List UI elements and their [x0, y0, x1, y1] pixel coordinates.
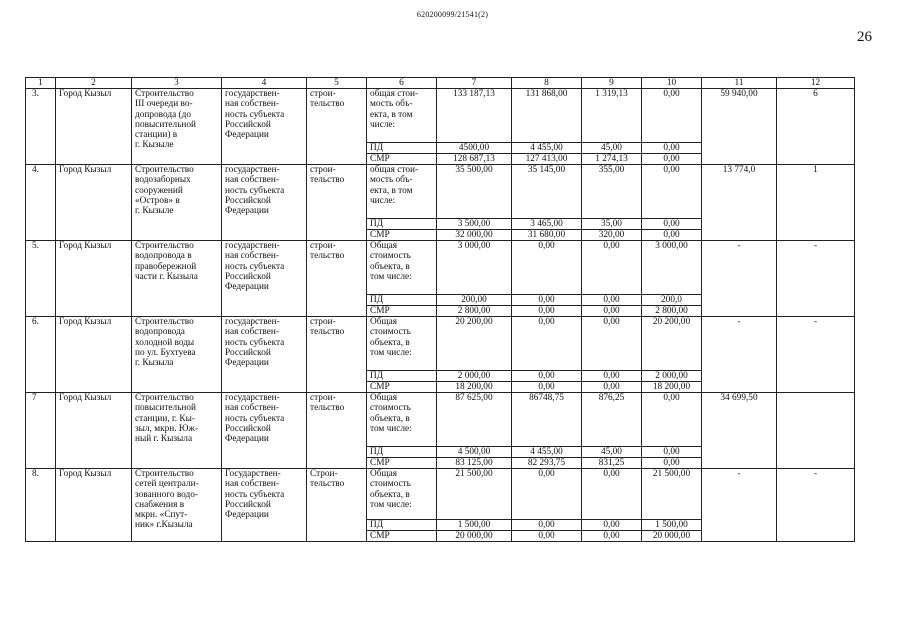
- pd-value: 0,00: [642, 143, 702, 154]
- col11-value: -: [702, 469, 777, 542]
- total-cost-value: 86748,75: [512, 393, 582, 447]
- table-row: [26, 165, 855, 219]
- total-cost-value: 0,00: [582, 241, 642, 295]
- total-cost-value: 20 200,00: [642, 317, 702, 371]
- col-header: 9: [582, 78, 642, 89]
- total-cost-value: 35 500,00: [437, 165, 512, 219]
- smr-label: СМР: [367, 154, 437, 165]
- city-cell: Город Кызыл: [56, 241, 132, 317]
- table-row: [26, 393, 855, 447]
- pd-value: 200,0: [642, 295, 702, 306]
- total-cost-value: 131 868,00: [512, 89, 582, 143]
- smr-value: 0,00: [512, 306, 582, 317]
- work-type-cell: строи- тельство: [307, 317, 367, 393]
- pd-value: 0,00: [642, 219, 702, 230]
- total-cost-value: 20 200,00: [437, 317, 512, 371]
- object-name-cell: Строительство водозаборных сооружений «Остров» в г. Кызыле: [132, 165, 222, 241]
- pd-label: ПД: [367, 219, 437, 230]
- col-header: 6: [367, 78, 437, 89]
- pd-label: ПД: [367, 371, 437, 382]
- smr-value: 2 800,00: [642, 306, 702, 317]
- table-row: [26, 241, 855, 295]
- object-name-cell: Строительство повысительной станции, г. Кы- зыл, мкрн. Юж- ный г. Кызыла: [132, 393, 222, 469]
- smr-label: СМР: [367, 306, 437, 317]
- total-cost-value: 0,00: [642, 393, 702, 447]
- total-cost-value: 35 145,00: [512, 165, 582, 219]
- col12-value: 1: [777, 165, 855, 241]
- smr-value: 320,00: [582, 230, 642, 241]
- smr-label: СМР: [367, 531, 437, 542]
- pd-value: 0,00: [512, 295, 582, 306]
- smr-label: СМР: [367, 382, 437, 393]
- total-cost-value: 3 000,00: [642, 241, 702, 295]
- pd-label: ПД: [367, 520, 437, 531]
- ownership-cell: государствен- ная собствен- ность субъекта Российской Федерации: [222, 393, 307, 469]
- col-header: 1: [26, 78, 56, 89]
- total-cost-value: 3 000,00: [437, 241, 512, 295]
- col12-value: 6: [777, 89, 855, 165]
- row-number: 3.: [26, 89, 56, 165]
- total-cost-label: Общая стоимость объекта, в том числе:: [367, 469, 437, 520]
- smr-value: 18 200,00: [437, 382, 512, 393]
- col-header: 3: [132, 78, 222, 89]
- pd-value: 0,00: [582, 371, 642, 382]
- work-type-cell: строи- тельство: [307, 393, 367, 469]
- total-cost-value: 1 319,13: [582, 89, 642, 143]
- city-cell: Город Кызыл: [56, 89, 132, 165]
- table-row: [26, 89, 855, 143]
- col12-value: -: [777, 241, 855, 317]
- total-cost-value: 0,00: [642, 165, 702, 219]
- pd-value: 3 465,00: [512, 219, 582, 230]
- total-cost-value: 21 500,00: [642, 469, 702, 520]
- smr-value: 20 000,00: [642, 531, 702, 542]
- col12-value: -: [777, 317, 855, 393]
- col-header: 2: [56, 78, 132, 89]
- ownership-cell: Государствен- ная собствен- ность субъекта Российской Федерации: [222, 469, 307, 542]
- pd-value: 3 500,00: [437, 219, 512, 230]
- total-cost-value: 0,00: [582, 469, 642, 520]
- smr-value: 128 687,13: [437, 154, 512, 165]
- work-type-cell: строи- тельство: [307, 89, 367, 165]
- col11-value: 13 774,0: [702, 165, 777, 241]
- pd-label: ПД: [367, 447, 437, 458]
- total-cost-value: 87 625,00: [437, 393, 512, 447]
- pd-value: 0,00: [512, 371, 582, 382]
- pd-value: 2 000,00: [437, 371, 512, 382]
- smr-value: 127 413,00: [512, 154, 582, 165]
- total-cost-label: Общая стоимость объекта, в том числе:: [367, 241, 437, 295]
- row-number: 7: [26, 393, 56, 469]
- smr-value: 0,00: [642, 458, 702, 469]
- row-number: 5.: [26, 241, 56, 317]
- total-cost-value: 355,00: [582, 165, 642, 219]
- row-number: 6.: [26, 317, 56, 393]
- pd-value: 0,00: [512, 520, 582, 531]
- total-cost-value: 0,00: [512, 469, 582, 520]
- row-number: 8.: [26, 469, 56, 542]
- pd-value: 2 000,00: [642, 371, 702, 382]
- smr-value: 831,25: [582, 458, 642, 469]
- investment-table: [25, 77, 855, 542]
- city-cell: Город Кызыл: [56, 393, 132, 469]
- pd-label: ПД: [367, 295, 437, 306]
- total-cost-label: Общая стоимость объекта, в том числе:: [367, 317, 437, 371]
- work-type-cell: Строи- тельство: [307, 469, 367, 542]
- total-cost-value: 0,00: [512, 241, 582, 295]
- pd-value: 45,00: [582, 447, 642, 458]
- col-header: 5: [307, 78, 367, 89]
- work-type-cell: строи- тельство: [307, 241, 367, 317]
- col-header: 8: [512, 78, 582, 89]
- object-name-cell: Строительство III очереди во- допровода (до повысительной станции) в г. Кызыле: [132, 89, 222, 165]
- pd-value: 4 455,00: [512, 143, 582, 154]
- total-cost-label: общая стои- мость объ- екта, в том числе:: [367, 165, 437, 219]
- smr-value: 0,00: [512, 531, 582, 542]
- work-type-cell: строи- тельство: [307, 165, 367, 241]
- col11-value: -: [702, 317, 777, 393]
- smr-value: 1 274,13: [582, 154, 642, 165]
- total-cost-label: общая стои- мость объ- екта, в том числе:: [367, 89, 437, 143]
- total-cost-value: 0,00: [582, 317, 642, 371]
- row-number: 4.: [26, 165, 56, 241]
- table-row: [26, 317, 855, 371]
- object-name-cell: Строительство водопровода холодной воды по ул. Бухтуева г. Кызыла: [132, 317, 222, 393]
- ownership-cell: государствен- ная собствен- ность субъекта Российской Федерации: [222, 165, 307, 241]
- total-cost-value: 876,25: [582, 393, 642, 447]
- col-header: 11: [702, 78, 777, 89]
- pd-value: 4 500,00: [437, 447, 512, 458]
- smr-value: 18 200,00: [642, 382, 702, 393]
- smr-label: СМР: [367, 230, 437, 241]
- col-header: 12: [777, 78, 855, 89]
- smr-label: СМР: [367, 458, 437, 469]
- city-cell: Город Кызыл: [56, 165, 132, 241]
- city-cell: Город Кызыл: [56, 317, 132, 393]
- table-header-row: [26, 78, 855, 89]
- smr-value: 82 293,75: [512, 458, 582, 469]
- pd-label: ПД: [367, 143, 437, 154]
- smr-value: 0,00: [582, 382, 642, 393]
- total-cost-value: 0,00: [642, 89, 702, 143]
- smr-value: 2 800,00: [437, 306, 512, 317]
- total-cost-label: Общая стоимость объекта, в том числе:: [367, 393, 437, 447]
- total-cost-value: 133 187,13: [437, 89, 512, 143]
- total-cost-value: 0,00: [512, 317, 582, 371]
- total-cost-value: 21 500,00: [437, 469, 512, 520]
- table-row: [26, 469, 855, 520]
- col-header: 4: [222, 78, 307, 89]
- pd-value: 0,00: [642, 447, 702, 458]
- col11-value: 34 699,50: [702, 393, 777, 469]
- pd-value: 35,00: [582, 219, 642, 230]
- col-header: 7: [437, 78, 512, 89]
- smr-value: 83 125,00: [437, 458, 512, 469]
- smr-value: 32 000,00: [437, 230, 512, 241]
- city-cell: Город Кызыл: [56, 469, 132, 542]
- smr-value: 0,00: [582, 531, 642, 542]
- ownership-cell: государствен- ная собствен- ность субъекта Российской Федерации: [222, 241, 307, 317]
- col11-value: -: [702, 241, 777, 317]
- pd-value: 45,00: [582, 143, 642, 154]
- pd-value: 1 500,00: [642, 520, 702, 531]
- page-number: 26: [857, 29, 872, 45]
- col11-value: 59 940,00: [702, 89, 777, 165]
- smr-value: 20 000,00: [437, 531, 512, 542]
- smr-value: 0,00: [642, 154, 702, 165]
- pd-value: 4 455,00: [512, 447, 582, 458]
- ownership-cell: государствен- ная собствен- ность субъекта Российской Федерации: [222, 317, 307, 393]
- document-id: 620200099/21541(2): [416, 10, 489, 19]
- col12-value: [777, 393, 855, 469]
- object-name-cell: Строительство сетей централи- зованного водо- снабжения в мкрн. «Спут- ник» г.Кызыла: [132, 469, 222, 542]
- ownership-cell: государствен- ная собствен- ность субъекта Российской Федерации: [222, 89, 307, 165]
- pd-value: 0,00: [582, 520, 642, 531]
- pd-value: 4500,00: [437, 143, 512, 154]
- pd-value: 1 500,00: [437, 520, 512, 531]
- smr-value: 0,00: [582, 306, 642, 317]
- pd-value: 200,00: [437, 295, 512, 306]
- smr-value: 0,00: [512, 382, 582, 393]
- smr-value: 31 680,00: [512, 230, 582, 241]
- pd-value: 0,00: [582, 295, 642, 306]
- smr-value: 0,00: [642, 230, 702, 241]
- col-header: 10: [642, 78, 702, 89]
- col12-value: -: [777, 469, 855, 542]
- object-name-cell: Строительство водопровода в правобережной части г. Кызыла: [132, 241, 222, 317]
